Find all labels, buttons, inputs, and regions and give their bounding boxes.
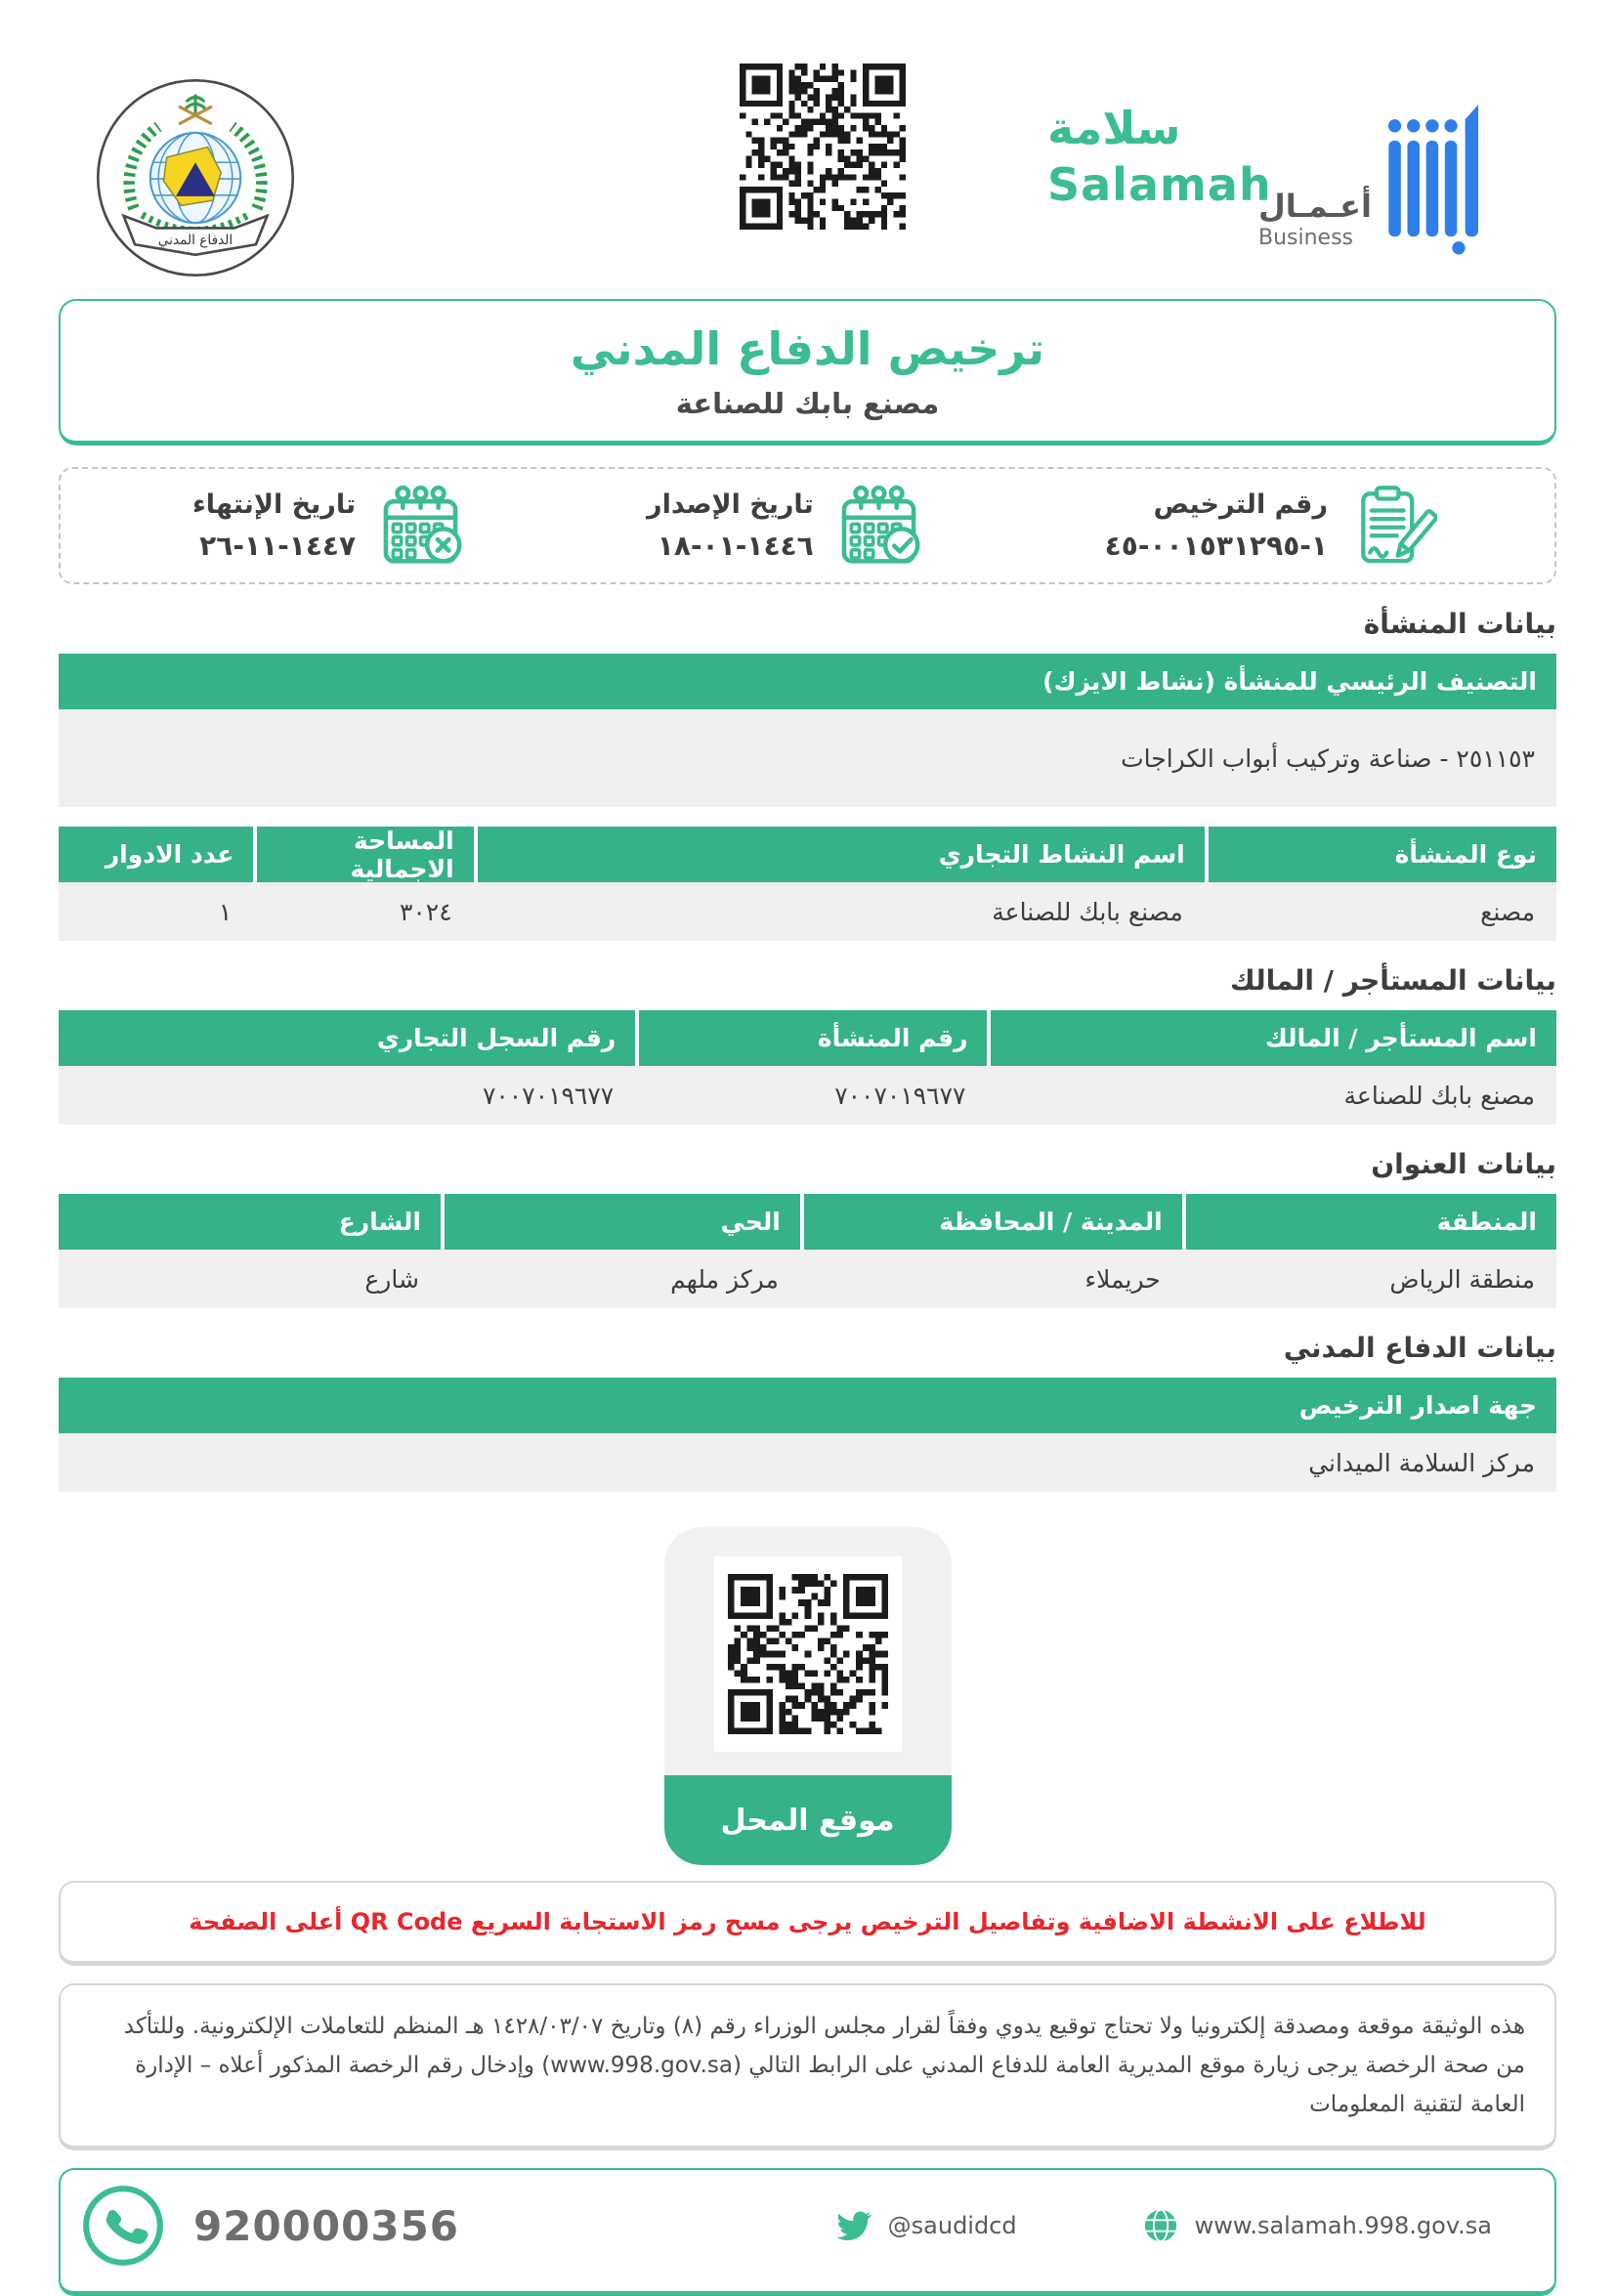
absher-english-label: Business xyxy=(1258,225,1354,250)
qr-scan-notice-text: للاطلاع على الانشطة الاضافية وتفاصيل الترخيص يرجى مسح رمز الاستجابة السريع QR Code أعلى الصفحة xyxy=(189,1908,1426,1935)
twitter-handle[interactable]: @saudidcd xyxy=(887,2212,1017,2239)
calendar-x-icon xyxy=(381,484,465,568)
tenant-name-header: اسم المستأجر / المالك xyxy=(987,1010,1556,1066)
section-heading-civil-defense: بيانات الدفاع المدني xyxy=(1283,1332,1556,1364)
document-header xyxy=(59,54,1556,293)
issuer-header-cell: جهة اصدار الترخيص xyxy=(59,1378,1556,1433)
section-heading-facility: بيانات المنشأة xyxy=(1363,608,1556,640)
district-header: الحي xyxy=(441,1194,800,1250)
city-header: المدينة / المحافظة xyxy=(800,1194,1182,1250)
legal-note-box xyxy=(59,1983,1556,2150)
street-value: شارع xyxy=(59,1250,441,1308)
phone-contact xyxy=(80,2183,459,2269)
issuer-value-row xyxy=(59,1433,1556,1492)
phone-number: 920000356 xyxy=(193,2201,460,2250)
commercial-register-header: رقم السجل التجاري xyxy=(59,1010,635,1066)
section-heading-tenant: بيانات المستأجر / المالك xyxy=(1230,964,1556,997)
license-title-box xyxy=(59,299,1556,446)
issuer-header-row xyxy=(59,1378,1556,1433)
absher-arabic-label: أعـمـال xyxy=(1258,188,1372,226)
facility-name-subtitle: مصنع بابك للصناعة xyxy=(675,386,940,420)
shop-location-qr-code xyxy=(714,1556,902,1752)
address-table-value-row xyxy=(59,1250,1556,1308)
license-title: ترخيص الدفاع المدني xyxy=(570,321,1045,375)
issue-date-value: ١٤٤٦-٠١-١٨ xyxy=(657,530,814,562)
total-area-header: المساحة الاجمالية xyxy=(253,827,473,882)
legal-note-text: هذه الوثيقة موقعة ومصدقة إلكترونيا ولا تحتاج توقيع يدوي وفقاً لقرار مجلس الوزراء رقم (٨) وتاريخ ١٤٢٨/٠٣/٠٧ هـ المنظم للتعاملات الإلكترونية. وللتأكد من صحة الرخصة يرجى زيارة موقع المديرية العامة للدفاع المدني على الرابط التالي (www.998.gov.sa) وإدخال رقم الرخصة المذكور أعلاه – الإدارة العامة لتقنية المعلومات xyxy=(123,2014,1525,2117)
license-number-value: ١-٠٠١٥٣١٢٩٥-٤٥ xyxy=(1104,530,1328,562)
calendar-check-icon xyxy=(839,484,923,568)
floors-count-value: ١ xyxy=(59,882,253,941)
license-number-group xyxy=(1105,484,1437,568)
absher-business-logo xyxy=(1258,101,1483,257)
civil-defense-emblem-icon xyxy=(93,71,298,284)
city-value: حريملاء xyxy=(800,1250,1182,1308)
website-url[interactable]: www.salamah.998.gov.sa xyxy=(1194,2212,1492,2239)
facility-type-value: مصنع xyxy=(1205,882,1556,941)
contact-bar xyxy=(59,2168,1556,2296)
facility-type-header: نوع المنشأة xyxy=(1205,827,1556,882)
twitter-contact xyxy=(835,2207,1017,2244)
classification-value-cell: ٢٥١١٥٣ - صناعة وتركيب أبواب الكراجات xyxy=(59,709,1556,807)
trade-activity-name-header: اسم النشاط التجاري xyxy=(474,827,1205,882)
license-number-label: رقم الترخيص xyxy=(1153,489,1328,520)
facility-number-header: رقم المنشأة xyxy=(635,1010,987,1066)
region-value: منطقة الرياض xyxy=(1182,1250,1556,1308)
salamah-logo-arabic: سلامة xyxy=(1047,102,1181,154)
trade-activity-name-value: مصنع بابك للصناعة xyxy=(474,882,1205,941)
expiry-date-value: ١٤٤٧-١١-٢٦ xyxy=(199,530,357,562)
issue-date-group xyxy=(647,484,923,568)
shop-location-label: موقع المحل xyxy=(664,1775,952,1865)
floors-count-header: عدد الادوار xyxy=(59,827,253,882)
globe-icon xyxy=(1142,2207,1179,2244)
street-header: الشارع xyxy=(59,1194,441,1250)
twitter-icon xyxy=(835,2207,872,2244)
facility-table-value-row xyxy=(59,882,1556,941)
facility-table-header-row xyxy=(59,827,1556,882)
tenant-table-header-row xyxy=(59,1010,1556,1066)
website-contact xyxy=(1142,2207,1492,2244)
tenant-table-value-row xyxy=(59,1066,1556,1125)
phone-icon xyxy=(80,2183,166,2269)
issuer-value-cell: مركز السلامة الميداني xyxy=(59,1433,1556,1492)
clipboard-pen-icon xyxy=(1353,484,1437,568)
salamah-logo-english: Salamah xyxy=(1047,157,1272,211)
region-header: المنطقة xyxy=(1182,1194,1556,1250)
qr-scan-notice-box xyxy=(59,1881,1556,1966)
license-info-strip xyxy=(59,467,1556,584)
facility-classification-header-row xyxy=(59,654,1556,709)
expiry-date-group xyxy=(192,484,465,568)
license-details-qr-code xyxy=(740,64,906,230)
absher-business-wordmark xyxy=(1258,188,1372,257)
classification-header-cell: التصنيف الرئيسي للمنشأة (نشاط الايزك) xyxy=(59,654,1556,709)
address-table-header-row xyxy=(59,1194,1556,1250)
absher-mark-icon xyxy=(1385,101,1483,257)
facility-number-value: ٧٠٠٧٠١٩٦٧٧ xyxy=(635,1066,987,1125)
shop-location-card xyxy=(664,1527,952,1865)
svg-text:الدفاع المدني: الدفاع المدني xyxy=(157,233,234,249)
total-area-value: ٣٠٢٤ xyxy=(253,882,473,941)
section-heading-address: بيانات العنوان xyxy=(1371,1148,1556,1180)
expiry-date-label: تاريخ الإنتهاء xyxy=(192,489,357,520)
issue-date-label: تاريخ الإصدار xyxy=(647,489,814,520)
facility-classification-value-row xyxy=(59,709,1556,807)
district-value: مركز ملهم xyxy=(441,1250,800,1308)
tenant-name-value: مصنع بابك للصناعة xyxy=(987,1066,1556,1125)
salamah-logo xyxy=(1047,101,1272,213)
commercial-register-value: ٧٠٠٧٠١٩٦٧٧ xyxy=(59,1066,635,1125)
